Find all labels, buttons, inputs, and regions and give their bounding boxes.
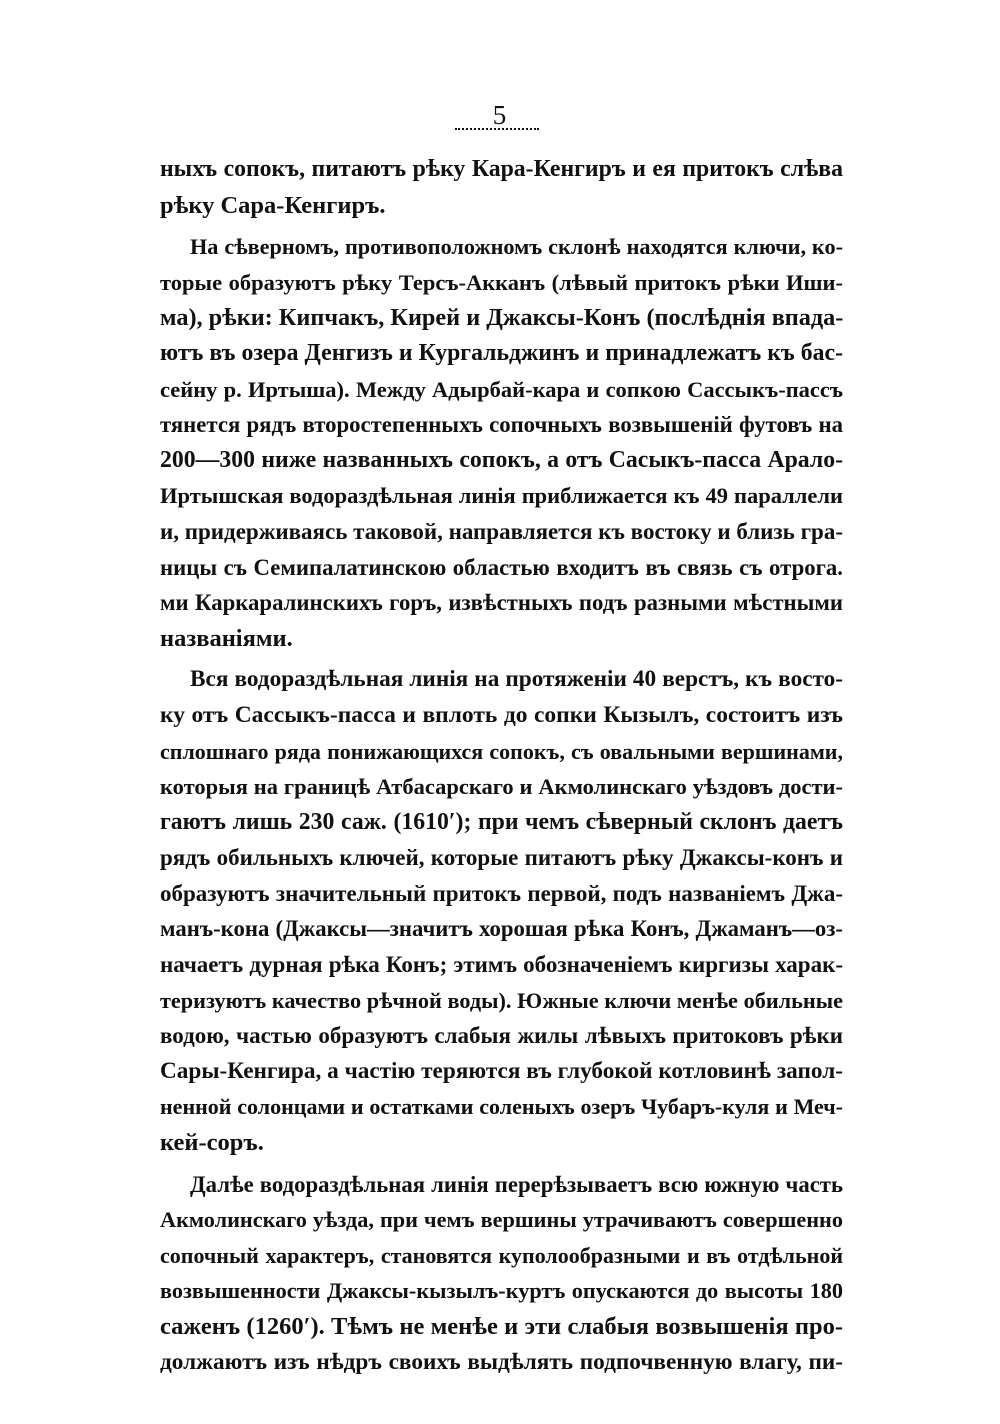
text-line: рѣку Сара-Кенгиръ. xyxy=(160,191,386,219)
text-line: рядъ обильныхъ ключей, которые питаютъ рѣку Джаксы-конъ и xyxy=(160,845,843,871)
page-number: 5 xyxy=(492,100,508,130)
text-line: ненной солонцами и остатками соленыхъ озеръ Чубаръ-куля и Меч- xyxy=(160,1094,843,1120)
text-line: возвышенности Джаксы-кызылъ-куртъ опускаются до высоты 180 xyxy=(160,1278,843,1304)
paragraph-2 xyxy=(160,229,843,656)
text-line: 200—300 ниже названныхъ сопокъ, а отъ Сасыкъ-пасса Арало- xyxy=(160,446,843,473)
page-number-rule xyxy=(455,128,539,130)
text-line: сейну р. Иртыша). Между Адырбай-кара и сопкою Сассыкъ-пассъ xyxy=(160,376,843,402)
text-line: водою, частью образуютъ слабыя жилы лѣвыхъ притоковъ рѣки xyxy=(160,1023,843,1049)
text-line: гаютъ лишь 230 саж. (1610′); при чемъ сѣверный склонъ даетъ xyxy=(160,808,843,835)
text-line: На сѣверномъ, противоположномъ склонѣ находятся ключи, ко- xyxy=(190,234,843,260)
text-line: ма), рѣки: Кипчакъ, Кирей и Джаксы-Конъ (послѣднія впада- xyxy=(160,304,844,332)
body-text xyxy=(160,152,843,1386)
text-line: торые образуютъ рѣку Терсъ-Акканъ (лѣвый притокъ рѣки Иши- xyxy=(160,269,843,295)
text-line: ныхъ сопокъ, питаютъ рѣку Кара-Кенгиръ и ея притокъ слѣва xyxy=(160,156,843,182)
text-line: манъ-кона (Джаксы—значитъ хорошая рѣка Конъ, Джаманъ—оз- xyxy=(160,916,843,942)
text-line: ми Каркаралинскихъ горъ, извѣстныхъ подъ разными мѣстными xyxy=(160,590,843,616)
text-line: ницы съ Семипалатинскою областью входитъ въ связь съ отрога. xyxy=(160,554,843,580)
paragraph-3 xyxy=(160,662,843,1160)
text-line: которыя на границѣ Атбасарскаго и Акмолинскаго уѣздовъ дости- xyxy=(160,774,843,800)
text-line: должаютъ изъ нѣдръ своихъ выдѣлять подпочвенную влагу, пи- xyxy=(160,1348,843,1375)
text-line: Далѣе водораздѣльная линія перерѣзываетъ всю южную часть xyxy=(190,1171,843,1197)
text-line: теризуютъ качество рѣчной воды). Южные ключи менѣе обильные xyxy=(160,987,843,1013)
text-line: саженъ (1260′). Тѣмъ не менѣе и эти слабыя возвышенія про- xyxy=(160,1313,843,1340)
text-line: сопочный характеръ, становятся куполообразными и въ отдѣльной xyxy=(160,1242,843,1268)
paragraph-4 xyxy=(160,1167,843,1381)
text-line: названіями. xyxy=(160,624,293,652)
text-line: ютъ въ озера Денгизъ и Кургальджинъ и принадлежатъ къ бас- xyxy=(160,339,843,366)
text-line: Иртышская водораздѣльная линія приближается къ 49 параллели xyxy=(160,483,843,509)
text-line: Вся водораздѣльная линія на протяженіи 40 верстъ, къ восто- xyxy=(190,666,843,693)
text-line: Акмолинскаго уѣзда, при чемъ вершины утрачиваютъ совершенно xyxy=(160,1207,843,1233)
text-line: тянется рядъ второстепенныхъ сопочныхъ возвышеній футовъ на xyxy=(160,412,843,438)
text-line: начаетъ дурная рѣка Конъ; этимъ обозначеніемъ киргизы харак- xyxy=(160,952,843,978)
text-line: образуютъ значительный притокъ первой, подъ названіемъ Джа- xyxy=(160,880,843,906)
text-line: ку отъ Сассыкъ-пасса и вплоть до сопки Кызылъ, состоитъ изъ xyxy=(160,701,843,728)
text-line: кей-соръ. xyxy=(160,1129,264,1157)
text-line: и, придерживаясь таковой, направляется къ востоку и близь гра- xyxy=(160,518,843,544)
text-line: Сары-Кенгира, а частію теряются въ глубокой котловинѣ запол- xyxy=(160,1057,843,1084)
text-line: сплошнаго ряда понижающихся сопокъ, съ овальными вершинами, xyxy=(160,738,843,764)
paragraph-1 xyxy=(160,152,843,223)
